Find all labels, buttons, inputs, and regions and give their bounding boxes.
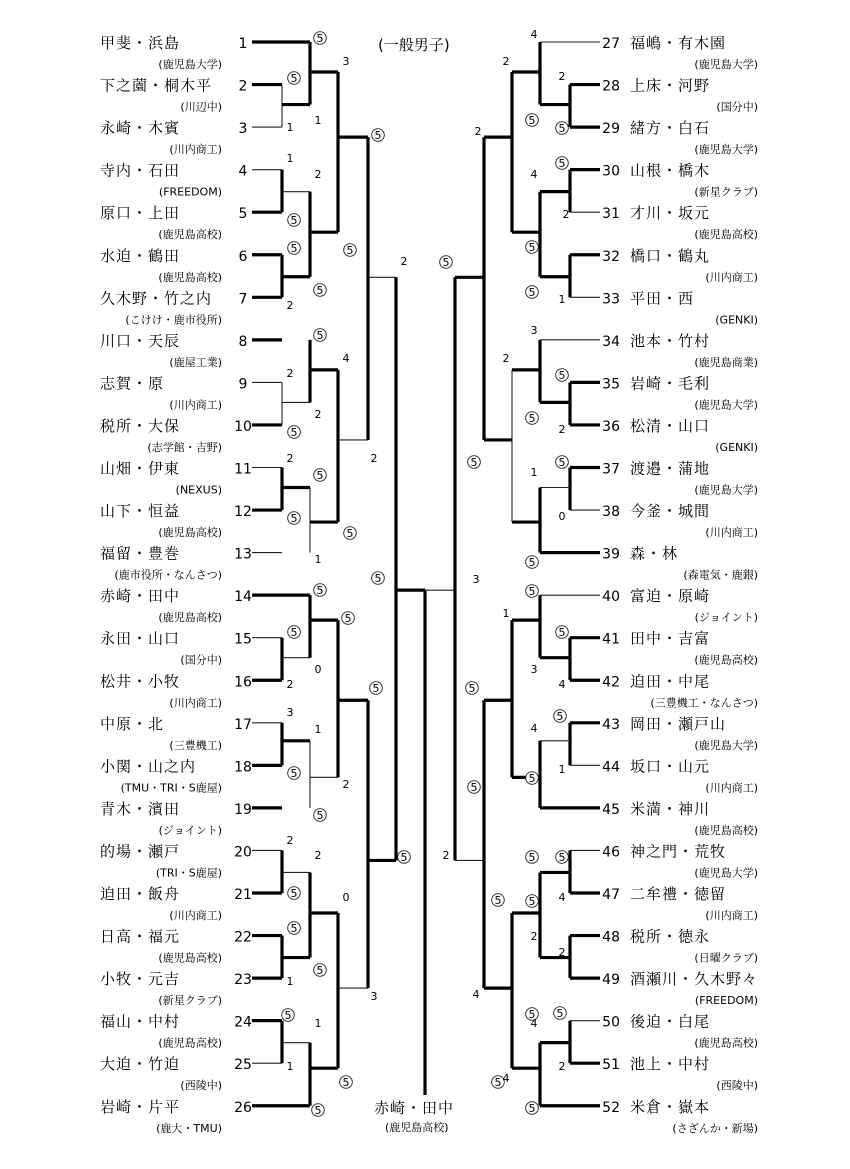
right-entry-club: (鹿児島大学) — [694, 58, 758, 71]
left-entry-club: (NEXUS) — [175, 483, 222, 497]
left-entry-seed: 3 — [238, 121, 248, 138]
left-entry-players: 赤崎・田中 — [100, 587, 181, 606]
left-entry-players: 永田・山口 — [100, 629, 181, 648]
left-entry-club: (川辺中) — [180, 100, 222, 114]
left-entry-players: 久木野・竹之内 — [100, 289, 213, 308]
five-mark-label: 5 — [470, 781, 478, 794]
right-entry-club: (鹿児島高校) — [694, 228, 758, 242]
left-entry-seed: 17 — [234, 716, 252, 733]
left-entry-club: (三豊機工) — [169, 738, 222, 752]
right-entry-club: (日曜クラブ) — [694, 951, 758, 965]
score-right: 4 — [472, 988, 480, 1001]
score-left: 0 — [314, 663, 322, 676]
right-entry-club: (国分中) — [716, 100, 758, 114]
score-left: 1 — [314, 1017, 322, 1030]
score-right: 4 — [502, 1072, 510, 1085]
score-right: 0 — [558, 510, 566, 523]
five-mark-label: 5 — [290, 767, 298, 780]
right-entry-players: 渡邉・蒲地 — [630, 459, 711, 478]
five-mark-label: 5 — [558, 122, 566, 135]
five-mark-label: 5 — [528, 1102, 536, 1115]
score-right: 3 — [472, 573, 480, 586]
left-entry-seed: 23 — [234, 972, 252, 989]
right-entry-players: 緒方・白石 — [630, 119, 711, 138]
left-entry-seed: 15 — [234, 631, 252, 648]
right-entry-seed: 39 — [602, 546, 620, 563]
five-mark-label: 5 — [346, 527, 354, 540]
right-entry-players: 才川・坂元 — [630, 204, 711, 223]
five-mark-label: 5 — [316, 469, 324, 482]
left-entry-players: 日高・福元 — [100, 927, 181, 946]
five-mark-label: 5 — [528, 851, 536, 864]
score-right: 4 — [530, 1017, 538, 1030]
left-entry-seed: 25 — [234, 1057, 252, 1074]
right-entry-players: 迫田・中尾 — [630, 672, 711, 691]
right-entry-players: 坂口・山元 — [630, 757, 711, 776]
score-right: 3 — [530, 663, 538, 676]
five-mark-label: 5 — [342, 1076, 350, 1089]
score-left: 2 — [286, 452, 294, 465]
five-mark-label: 5 — [290, 922, 298, 935]
right-entry-club: (川内商工) — [705, 781, 758, 795]
left-entry-club: (川内商工) — [169, 696, 222, 710]
right-entry-seed: 29 — [602, 121, 620, 138]
score-right: 3 — [530, 324, 538, 337]
right-entry-club: (FREEDOM) — [694, 994, 758, 1008]
right-entry-club: (川内商工) — [705, 270, 758, 284]
five-mark-label: 5 — [314, 1104, 322, 1117]
right-entry-players: 神之門・荒牧 — [630, 842, 727, 861]
score-left: 4 — [342, 352, 350, 365]
score-left: 2 — [314, 849, 322, 862]
right-entry-players: 福嶋・有木園 — [630, 34, 727, 52]
score-right: 4 — [558, 678, 566, 691]
score-left: 2 — [286, 834, 294, 847]
right-entry-players: 富迫・原崎 — [630, 587, 711, 606]
left-entry-players: 大迫・竹迫 — [100, 1055, 181, 1074]
right-entry-seed: 36 — [602, 418, 620, 435]
left-entry-club: (鹿児島高校) — [158, 526, 222, 540]
left-entry-seed: 6 — [238, 248, 248, 265]
score-right: 1 — [558, 763, 566, 776]
left-entry-club: (FREEDOM) — [158, 185, 222, 199]
left-entry-seed: 12 — [234, 504, 252, 521]
right-entry-club: (三豊機工・なんさつ) — [650, 696, 758, 710]
right-entry-seed: 46 — [602, 844, 620, 861]
left-entry-club: (鹿市役所・なんさつ) — [114, 568, 222, 582]
champion-players: 赤崎・田中 — [374, 1099, 455, 1117]
right-entry-club: (鹿児島大学) — [694, 483, 758, 497]
left-entry-players: 寺内・石田 — [100, 161, 181, 180]
five-mark-label: 5 — [316, 584, 324, 597]
score-left: 1 — [286, 121, 294, 134]
left-entry-players: 小牧・元吉 — [100, 970, 181, 989]
score-right: 1 — [558, 293, 566, 306]
right-entry-players: 岩崎・毛利 — [630, 374, 711, 393]
right-entry-club: (西陵中) — [716, 1079, 758, 1093]
left-entry-seed: 14 — [234, 589, 252, 606]
right-entry-club: (鹿児島高校) — [694, 1036, 758, 1050]
score-left: 2 — [370, 452, 378, 465]
five-mark-label: 5 — [290, 426, 298, 439]
five-mark-label: 5 — [290, 626, 298, 639]
score-left: 3 — [370, 990, 378, 1003]
right-entry-players: 田中・吉富 — [630, 629, 711, 648]
left-entry-players: 志賀・原 — [100, 374, 165, 393]
left-entry-players: 山畑・伊東 — [100, 459, 181, 478]
score-left: 2 — [342, 778, 350, 791]
five-mark-label: 5 — [528, 585, 536, 598]
left-entry-club: (鹿大・TMU) — [156, 1121, 222, 1135]
right-entry-players: 税所・徳永 — [630, 927, 711, 946]
right-entry-club: (鹿児島大学) — [694, 738, 758, 752]
score-left: 2 — [314, 168, 322, 181]
score-right: 2 — [474, 125, 482, 138]
right-entry-players: 米倉・嶽本 — [630, 1097, 711, 1116]
score-right: 2 — [530, 930, 538, 943]
right-entry-club: (川内商工) — [705, 909, 758, 922]
left-entry-club: (鹿児島高校) — [158, 1036, 222, 1050]
right-entry-seed: 44 — [602, 759, 620, 776]
right-entry-club: (森電気・鹿銀) — [683, 568, 758, 582]
score-left: 3 — [342, 55, 350, 68]
five-mark-label: 5 — [344, 612, 352, 625]
right-entry-club: (鹿児島高校) — [694, 823, 758, 837]
left-entry-players: 迫田・飯舟 — [100, 885, 181, 903]
score-left: 2 — [286, 367, 294, 380]
score-right: 2 — [442, 849, 450, 862]
score-left: 2 — [286, 678, 294, 691]
five-mark-label: 5 — [470, 456, 478, 469]
score-right: 4 — [558, 891, 566, 904]
score-left: 1 — [286, 975, 294, 988]
five-mark-label: 5 — [316, 32, 324, 45]
score-right: 2 — [558, 1060, 566, 1073]
score-left: 1 — [286, 152, 294, 165]
left-entry-seed: 9 — [238, 376, 248, 393]
left-entry-players: 岩崎・片平 — [100, 1097, 181, 1116]
five-mark-label: 5 — [528, 1008, 536, 1021]
right-entry-club: (ジョイント) — [694, 611, 758, 625]
right-entry-players: 松清・山口 — [630, 416, 711, 435]
score-right: 2 — [502, 55, 510, 68]
right-entry-club: (鹿児島大学) — [694, 398, 758, 412]
right-entry-club: (さざんか・新場) — [672, 1121, 758, 1135]
left-entry-players: 税所・大保 — [100, 416, 181, 435]
left-entry-club: (志学館・吉野) — [147, 440, 222, 454]
right-entry-players: 米満・神川 — [630, 799, 711, 818]
left-entry-players: 甲斐・浜島 — [100, 34, 181, 52]
left-entry-club: (ジョイント) — [158, 823, 222, 837]
right-entry-club: (川内商工) — [705, 526, 758, 540]
left-entry-club: (鹿児島大学) — [158, 58, 222, 71]
right-entry-seed: 34 — [602, 333, 620, 350]
left-entry-players: 青木・濱田 — [100, 799, 181, 818]
five-mark-label: 5 — [442, 256, 450, 269]
left-entry-seed: 11 — [234, 461, 252, 478]
left-entry-seed: 19 — [234, 801, 252, 818]
right-entry-players: 上床・河野 — [630, 76, 711, 95]
right-entry-players: 二牟禮・徳留 — [630, 885, 727, 903]
five-mark-label: 5 — [556, 1007, 564, 1020]
right-entry-players: 平田・西 — [630, 289, 695, 308]
score-right: 4 — [530, 722, 538, 735]
score-right: 1 — [502, 607, 510, 620]
left-entry-club: (川内商工) — [169, 398, 222, 412]
score-right: 4 — [530, 168, 538, 181]
five-mark-label: 5 — [372, 682, 380, 695]
right-entry-seed: 50 — [602, 1014, 620, 1031]
right-entry-players: 森・林 — [630, 544, 679, 563]
right-entry-club: (GENKI) — [715, 440, 758, 454]
left-entry-club: (鹿児島高校) — [158, 951, 222, 965]
right-entry-players: 後迫・白尾 — [630, 1012, 711, 1031]
five-mark-label: 5 — [316, 809, 324, 822]
score-right: 2 — [502, 352, 510, 365]
left-entry-players: 下之薗・桐木平 — [100, 76, 213, 95]
score-left: 2 — [400, 255, 408, 268]
right-entry-club: (鹿児島商業) — [694, 355, 758, 369]
left-entry-seed: 2 — [238, 78, 248, 95]
right-entry-seed: 52 — [602, 1099, 620, 1116]
five-mark-label: 5 — [290, 242, 298, 255]
right-entry-seed: 48 — [602, 929, 620, 946]
left-entry-club: (鹿児島高校) — [158, 270, 222, 284]
left-entry-club: (国分中) — [180, 653, 222, 667]
right-entry-club: (鹿児島大学) — [694, 866, 758, 880]
right-entry-seed: 41 — [602, 631, 620, 648]
left-entry-players: 水迫・鶴田 — [100, 246, 181, 265]
five-mark-label: 5 — [528, 114, 536, 127]
five-mark-label: 5 — [528, 895, 536, 908]
right-entry-club: (新星クラブ) — [694, 185, 758, 199]
right-entry-players: 池上・中村 — [630, 1055, 711, 1074]
score-left: 0 — [342, 891, 350, 904]
left-entry-seed: 18 — [234, 759, 252, 776]
bracket-lines — [252, 42, 600, 1106]
five-mark-label: 5 — [284, 1009, 292, 1022]
score-left: 2 — [314, 408, 322, 421]
right-entry-seed: 49 — [602, 972, 620, 989]
right-entry-seed: 43 — [602, 716, 620, 733]
five-mark-label: 5 — [468, 682, 476, 695]
five-mark-label: 5 — [528, 556, 536, 569]
five-mark-label: 5 — [290, 214, 298, 227]
right-entry-players: 橋口・鶴丸 — [630, 246, 711, 265]
right-entry-players: 岡田・瀬戸山 — [630, 714, 727, 733]
left-entry-seed: 22 — [234, 929, 252, 946]
left-entry-seed: 13 — [234, 546, 252, 563]
left-entry-club: (こけけ・鹿市役所) — [125, 313, 222, 327]
right-entry-seed: 30 — [602, 163, 620, 180]
five-mark-label: 5 — [558, 157, 566, 170]
left-entry-players: 山下・恒益 — [100, 502, 181, 521]
five-mark-label: 5 — [528, 241, 536, 254]
left-entry-club: (鹿児島高校) — [158, 228, 222, 242]
left-entry-seed: 26 — [234, 1099, 252, 1116]
left-entry-seed: 20 — [234, 844, 252, 861]
left-entry-seed: 4 — [238, 163, 248, 180]
entry-labels — [100, 34, 758, 1135]
score-left: 1 — [314, 723, 322, 736]
five-mark-label: 5 — [528, 286, 536, 299]
right-entry-seed: 42 — [602, 674, 620, 691]
left-entry-players: 松井・小牧 — [100, 672, 181, 691]
left-entry-club: (鹿児島高校) — [158, 611, 222, 625]
five-mark-label: 5 — [528, 772, 536, 785]
left-entry-seed: 8 — [238, 333, 248, 350]
five-mark-label: 5 — [374, 572, 382, 585]
five-mark-label: 5 — [290, 72, 298, 85]
score-right: 2 — [558, 70, 566, 83]
five-mark-label: 5 — [558, 851, 566, 864]
right-entry-players: 酒瀬川・久木野々 — [630, 970, 759, 989]
champion-club: (鹿児島高校) — [385, 1121, 449, 1134]
right-entry-seed: 47 — [602, 887, 620, 903]
five-mark-label: 5 — [316, 284, 324, 297]
five-mark-label: 5 — [494, 894, 502, 907]
left-entry-seed: 1 — [238, 36, 248, 52]
left-entry-players: 的場・瀬戸 — [100, 842, 181, 861]
score-left: 1 — [314, 114, 322, 127]
five-mark-label: 5 — [290, 512, 298, 525]
left-entry-players: 川口・天辰 — [100, 331, 181, 350]
right-entry-seed: 45 — [602, 801, 620, 818]
right-entry-club: (GENKI) — [715, 313, 758, 327]
five-mark-label: 5 — [558, 456, 566, 469]
right-entry-club: (鹿児島大学) — [694, 143, 758, 157]
left-entry-club: (川内商工) — [169, 143, 222, 157]
left-entry-club: (鹿屋工業) — [169, 355, 222, 369]
right-entry-seed: 28 — [602, 78, 620, 95]
five-mark-label: 5 — [346, 244, 354, 257]
right-entry-seed: 31 — [602, 206, 620, 223]
five-mark-label: 5 — [316, 964, 324, 977]
score-right: 2 — [558, 946, 566, 959]
score-right: 2 — [558, 423, 566, 436]
right-entry-seed: 32 — [602, 248, 620, 265]
five-mark-label: 5 — [374, 129, 382, 142]
left-entry-seed: 5 — [238, 206, 248, 223]
left-entry-club: (新星クラブ) — [158, 994, 222, 1008]
left-entry-seed: 10 — [234, 418, 252, 435]
five-mark-label: 5 — [316, 329, 324, 342]
left-entry-seed: 16 — [234, 674, 252, 691]
left-entry-players: 福山・中村 — [100, 1012, 181, 1031]
score-left: 3 — [286, 706, 294, 719]
right-entry-seed: 27 — [602, 36, 620, 52]
right-entry-seed: 33 — [602, 291, 620, 308]
left-entry-club: (川内商工) — [169, 909, 222, 922]
right-entry-seed: 38 — [602, 504, 620, 521]
right-entry-players: 山根・橋木 — [630, 161, 711, 180]
score-right: 1 — [530, 466, 538, 479]
left-entry-players: 永崎・木賓 — [100, 119, 181, 138]
five-mark-label: 5 — [558, 369, 566, 382]
five-mark-label: 5 — [528, 412, 536, 425]
right-entry-seed: 37 — [602, 461, 620, 478]
right-entry-seed: 40 — [602, 589, 620, 606]
left-entry-club: (西陵中) — [180, 1079, 222, 1093]
score-left: 2 — [286, 299, 294, 312]
left-entry-seed: 21 — [234, 887, 252, 903]
right-entry-club: (鹿児島高校) — [694, 653, 758, 667]
score-right: 2 — [562, 208, 570, 221]
right-entry-players: 池本・竹村 — [630, 331, 711, 350]
left-entry-players: 小関・山之内 — [100, 757, 197, 776]
five-mark-label: 5 — [558, 626, 566, 639]
left-entry-seed: 7 — [238, 291, 248, 308]
score-left: 1 — [286, 1060, 294, 1073]
left-entry-club: (TRI・S鹿屋) — [155, 866, 222, 880]
right-entry-players: 今釜・城間 — [630, 502, 711, 521]
five-mark-label: 5 — [290, 887, 298, 900]
left-entry-players: 原口・上田 — [100, 204, 181, 223]
score-right: 4 — [530, 28, 538, 41]
five-mark-label: 5 — [494, 1076, 502, 1089]
left-entry-club: (TMU・TRI・S鹿屋) — [120, 781, 222, 795]
five-mark-label: 5 — [556, 710, 564, 723]
left-entry-seed: 24 — [234, 1014, 252, 1031]
right-entry-seed: 51 — [602, 1057, 620, 1074]
draw-title: (一般男子) — [378, 36, 450, 54]
left-entry-players: 中原・北 — [100, 714, 165, 733]
five-mark-label: 5 — [400, 851, 408, 864]
right-entry-seed: 35 — [602, 376, 620, 393]
left-entry-players: 福留・豊巻 — [100, 544, 181, 563]
score-left: 1 — [314, 553, 322, 566]
